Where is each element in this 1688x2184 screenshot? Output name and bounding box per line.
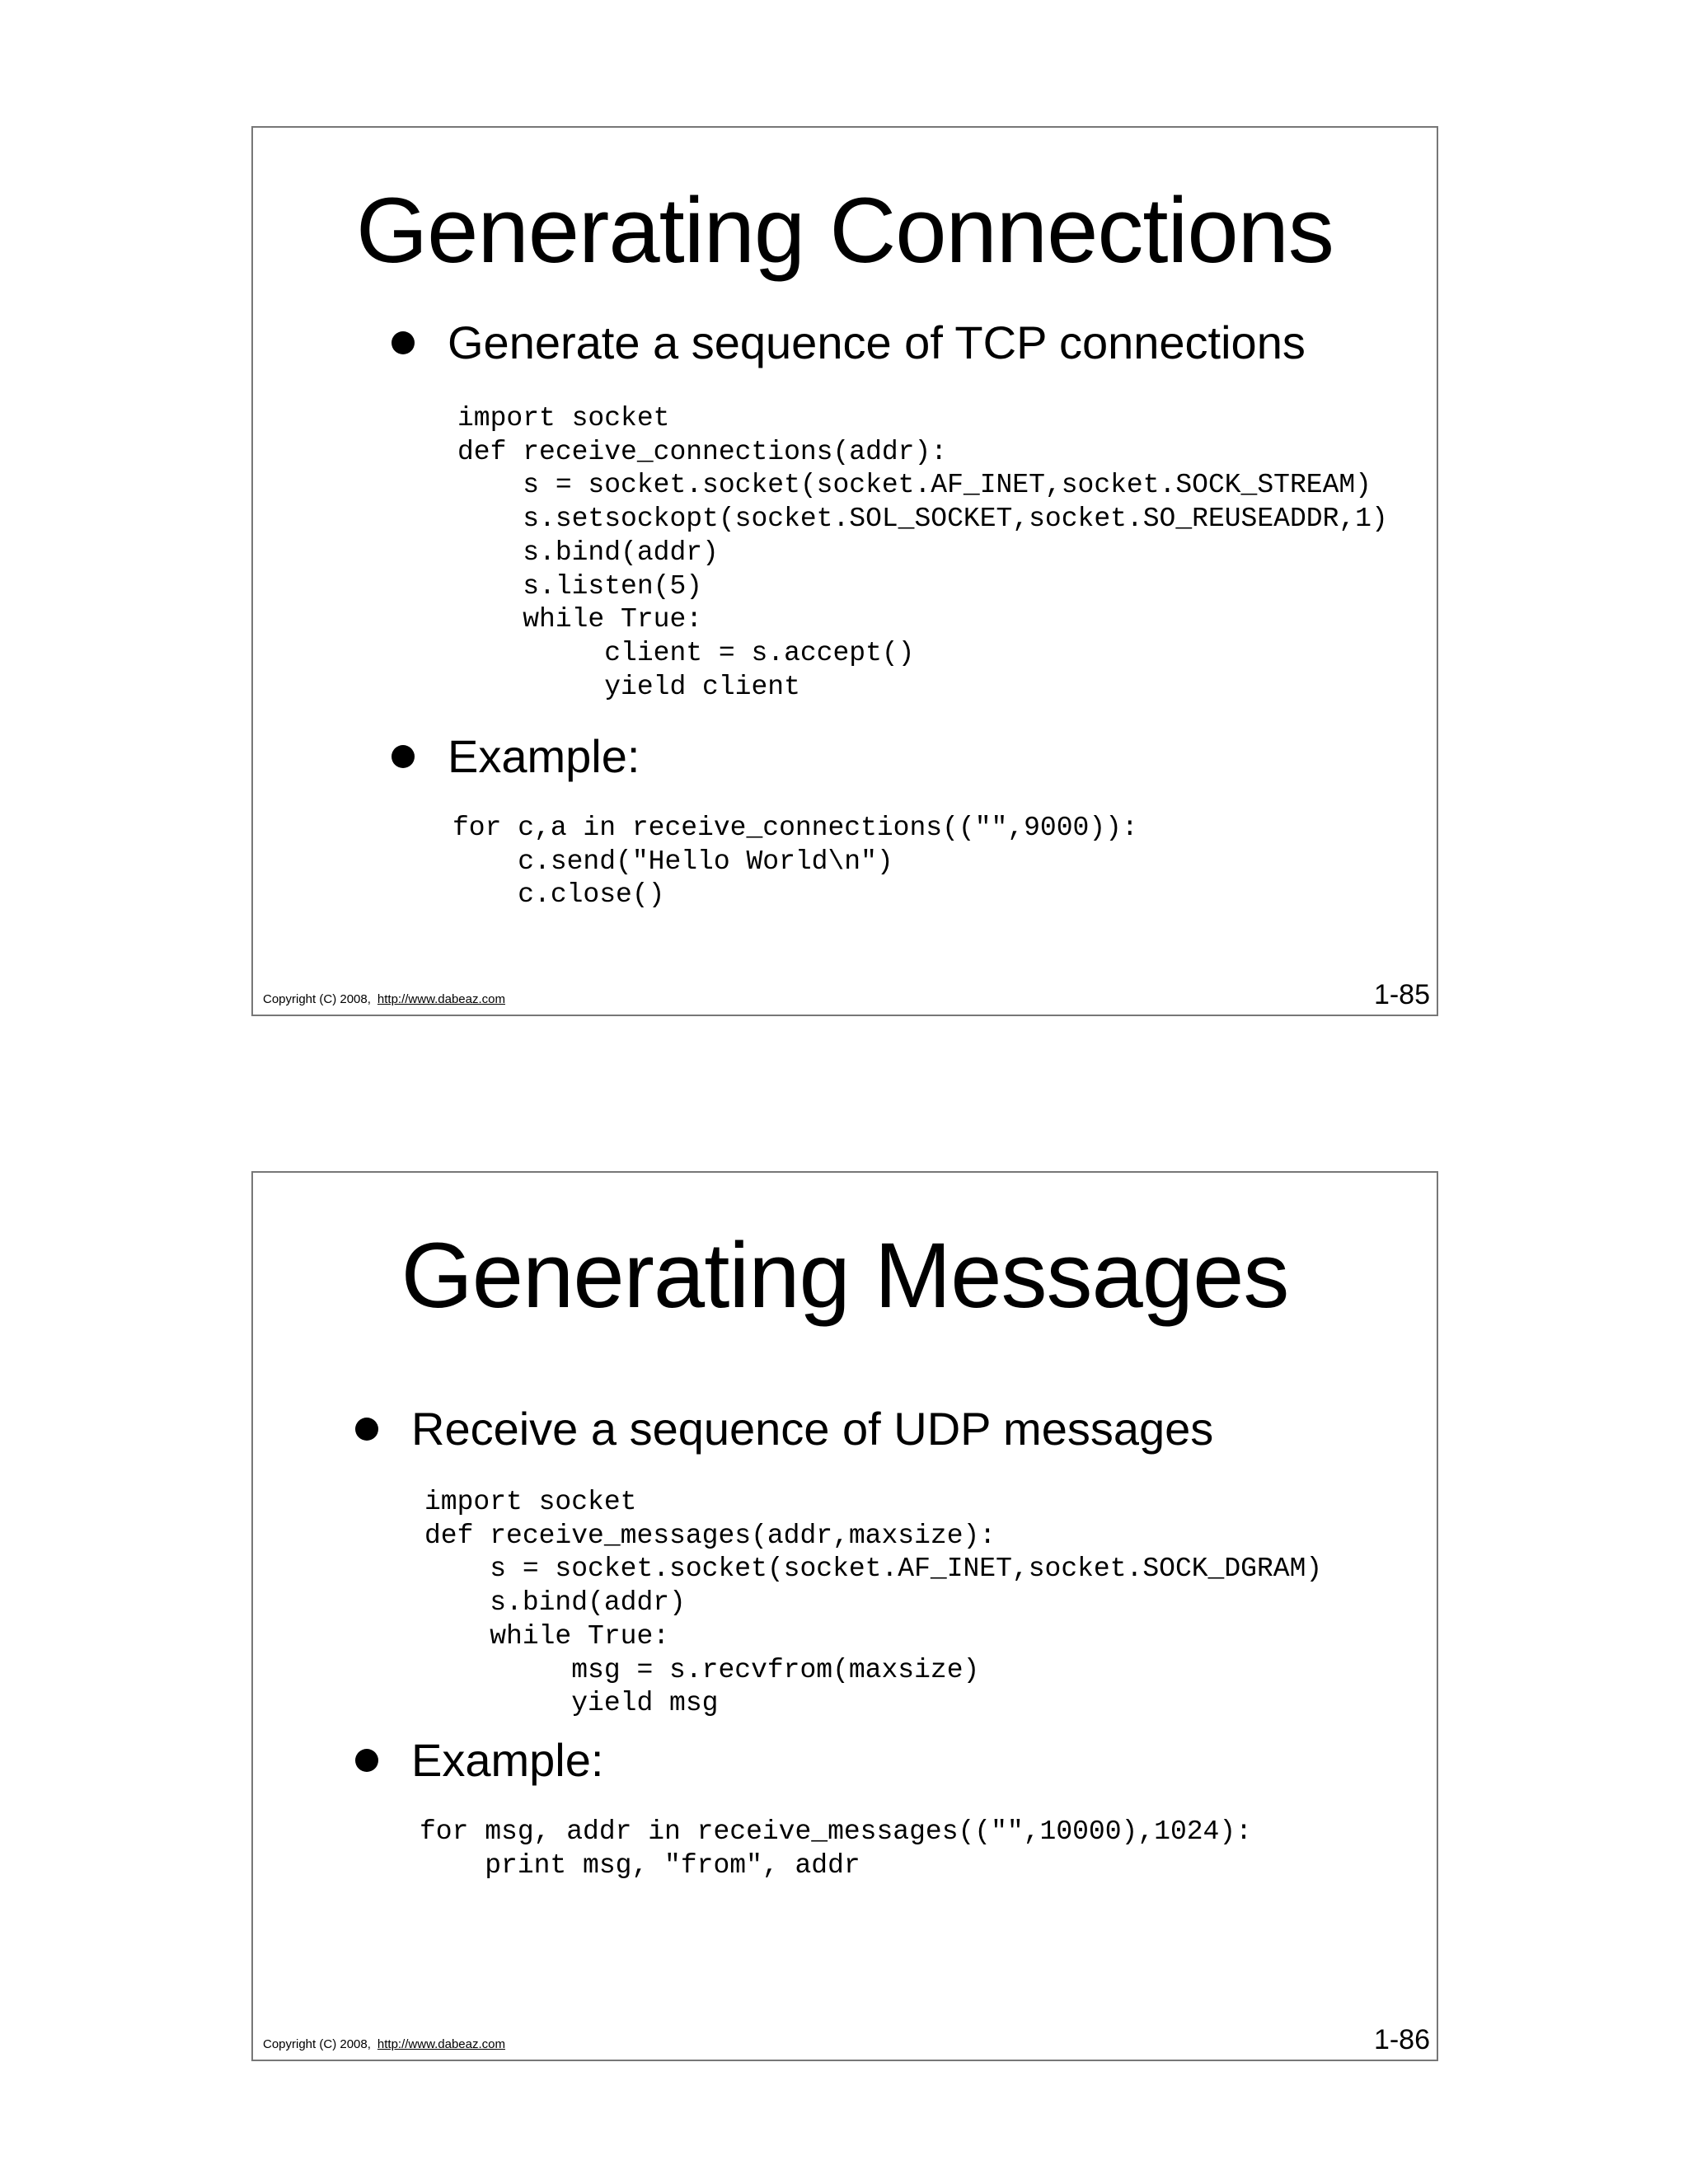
bullet-item (392, 316, 1306, 369)
code-block: import socket def receive_messages(addr,maxsize): s = socket.socket(socket.AF_INET,socket.SOCK_DGRAM) s.bind(addr) while True: msg = s.recvfrom(maxsize) yield msg (424, 1487, 1323, 1719)
bullet-icon (355, 1749, 378, 1772)
slide-1-85 (251, 126, 1438, 1016)
copyright-text: Copyright (C) 2008, (263, 992, 371, 1006)
bullet-item (355, 1402, 1213, 1455)
slide-title: Generating Connections (356, 179, 1334, 282)
bullet-item (392, 729, 640, 783)
page-number: 1-86 (1373, 2024, 1430, 2055)
code-block: import socket def receive_connections(addr): s = socket.socket(socket.AF_INET,socket.SOCK_STREAM) s.setsockopt(socket.SOL_SOCKET,socket.SO_REUSEADDR,1) s.bind(addr) s.listen(5) while True: client = s.accept() yield client (457, 403, 1388, 702)
bullet-text: Example: (448, 730, 640, 782)
slide-title: Generating Messages (401, 1224, 1289, 1327)
copyright-text: Copyright (C) 2008, (263, 2037, 371, 2051)
bullet-icon (392, 745, 415, 768)
bullet-text: Generate a sequence of TCP connections (448, 316, 1306, 368)
code-block: for c,a in receive_connections(("",9000)): c.send("Hello World\n") c.close() (452, 813, 1138, 911)
footer-link[interactable]: http://www.dabeaz.com (377, 2037, 505, 2051)
slide-footer (263, 2037, 505, 2051)
slide-1-86 (251, 1171, 1438, 2061)
page-number: 1-85 (1373, 979, 1430, 1010)
bullet-text: Example: (411, 1734, 604, 1786)
slide-footer (263, 992, 505, 1006)
footer-link[interactable]: http://www.dabeaz.com (377, 992, 505, 1006)
code-block: for msg, addr in receive_messages(("",10000),1024): print msg, "from", addr (420, 1816, 1252, 1881)
bullet-icon (392, 331, 415, 354)
bullet-icon (355, 1418, 378, 1441)
bullet-text: Receive a sequence of UDP messages (411, 1403, 1214, 1455)
bullet-item (355, 1733, 603, 1787)
